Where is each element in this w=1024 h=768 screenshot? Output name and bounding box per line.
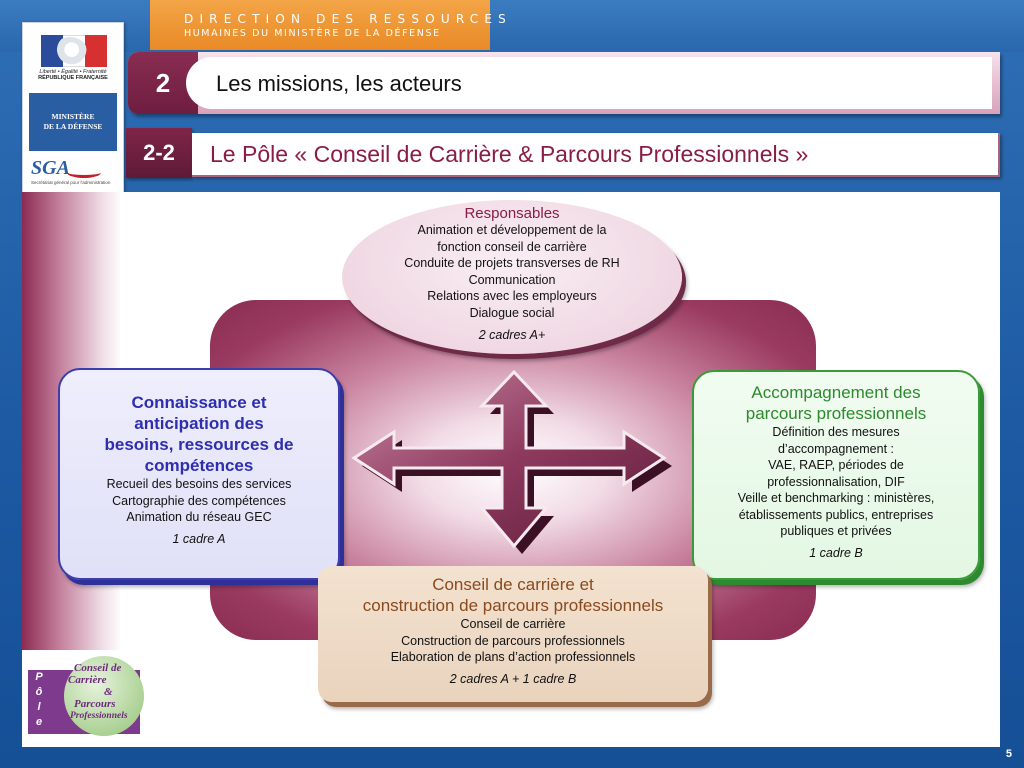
banner-line-2: HUMAINES DU MINISTÈRE DE LA DÉFENSE bbox=[184, 28, 441, 39]
pole-logo-line: Professionnels bbox=[70, 711, 128, 721]
box-title-line: construction de parcours professionnels bbox=[362, 596, 664, 615]
ministry-text: MINISTÈRE DE LA DÉFENSE bbox=[43, 111, 103, 131]
box-title-line: Accompagnement des bbox=[751, 383, 921, 402]
box-line: Construction de parcours professionnels bbox=[401, 633, 625, 648]
pole-letter: l bbox=[37, 701, 41, 713]
responsables-count: 2 cadres A+ bbox=[478, 328, 546, 342]
responsables-line: Dialogue social bbox=[469, 305, 555, 320]
responsables-line: Animation et développement de la bbox=[417, 223, 607, 237]
box-line: Animation du réseau GEC bbox=[126, 510, 272, 524]
box-line: d’accompagnement : bbox=[777, 441, 895, 456]
box-line: Cartographie des compétences bbox=[112, 493, 286, 508]
republic-text: RÉPUBLIQUE FRANÇAISE bbox=[38, 75, 108, 81]
box-count: 1 cadre B bbox=[809, 545, 863, 560]
direction-banner bbox=[150, 0, 512, 50]
career-support-box bbox=[692, 370, 980, 580]
four-way-arrow-icon bbox=[350, 370, 680, 560]
responsables-line: Communication bbox=[468, 272, 556, 287]
box-title-line: parcours professionnels bbox=[745, 404, 927, 423]
arrow-body bbox=[354, 372, 664, 546]
box-line: VAE, RAEP, périodes de bbox=[768, 458, 904, 472]
marianne-icon bbox=[53, 37, 87, 65]
box-line: Conseil de carrière bbox=[460, 617, 566, 631]
pole-logo bbox=[24, 652, 142, 744]
box-line: professionnalisation, DIF bbox=[767, 474, 905, 489]
box-title-line: anticipation des bbox=[134, 414, 264, 433]
knowledge-anticipation-box bbox=[58, 368, 340, 580]
box-line: établissements publics, entreprises bbox=[738, 507, 934, 522]
pole-logo-line: Carrière bbox=[68, 674, 107, 686]
box-title-line: Connaissance et bbox=[131, 393, 267, 412]
box-line: Définition des mesures bbox=[772, 425, 900, 439]
responsables-line: Conduite de projets transverses de RH bbox=[404, 256, 620, 270]
ministry-logo-card bbox=[22, 22, 124, 194]
pole-logo-line: & bbox=[104, 686, 113, 698]
pole-letter: e bbox=[35, 716, 43, 728]
box-line: publiques et privées bbox=[780, 524, 892, 538]
pole-logo-text bbox=[60, 662, 150, 722]
responsables-line: fonction conseil de carrière bbox=[437, 239, 587, 254]
responsables-oval bbox=[342, 200, 682, 354]
subsection-title-box bbox=[192, 133, 1000, 177]
banner-line-1: DIRECTION DES RESSOURCES bbox=[184, 12, 512, 26]
pole-vertical-label bbox=[28, 670, 50, 734]
subsection-number: 2-2 bbox=[126, 128, 192, 178]
box-count: 2 cadres A + 1 cadre B bbox=[449, 671, 577, 686]
sga-logo: SGA bbox=[31, 157, 70, 179]
box-title-line: compétences bbox=[144, 456, 254, 475]
box-line: Veille et benchmarking : ministères, bbox=[737, 491, 935, 505]
box-title-line: Conseil de carrière et bbox=[432, 575, 594, 594]
pole-letter: ô bbox=[35, 686, 43, 698]
motto-text: Liberté • Égalité • Fraternité bbox=[39, 69, 107, 75]
section-title: Les missions, les acteurs bbox=[216, 71, 462, 96]
sga-caption: Secrétariat général pour l'administration bbox=[31, 180, 111, 185]
box-line: Recueil des besoins des services bbox=[106, 477, 292, 491]
republic-motto bbox=[27, 69, 119, 81]
section-title-box bbox=[186, 57, 992, 109]
pole-logo-line: Conseil de bbox=[74, 662, 122, 674]
responsables-line: Relations avec les employeurs bbox=[427, 289, 597, 303]
career-advice-box bbox=[318, 566, 708, 702]
box-count: 1 cadre A bbox=[172, 531, 226, 546]
pole-letter: P bbox=[35, 671, 43, 683]
pole-logo-line: Parcours bbox=[74, 698, 116, 710]
box-title-line: besoins, ressources de bbox=[104, 435, 294, 454]
responsables-title: Responsables bbox=[464, 205, 560, 222]
subsection-title: Le Pôle « Conseil de Carrière & Parcours Professionnels » bbox=[210, 141, 809, 167]
ministry-label bbox=[29, 93, 117, 151]
box-line: Elaboration de plans d’action professionnels bbox=[390, 650, 636, 664]
page-number: 5 bbox=[1005, 748, 1012, 760]
sga-swoosh-icon bbox=[67, 167, 101, 178]
section-number: 2 bbox=[128, 52, 198, 114]
